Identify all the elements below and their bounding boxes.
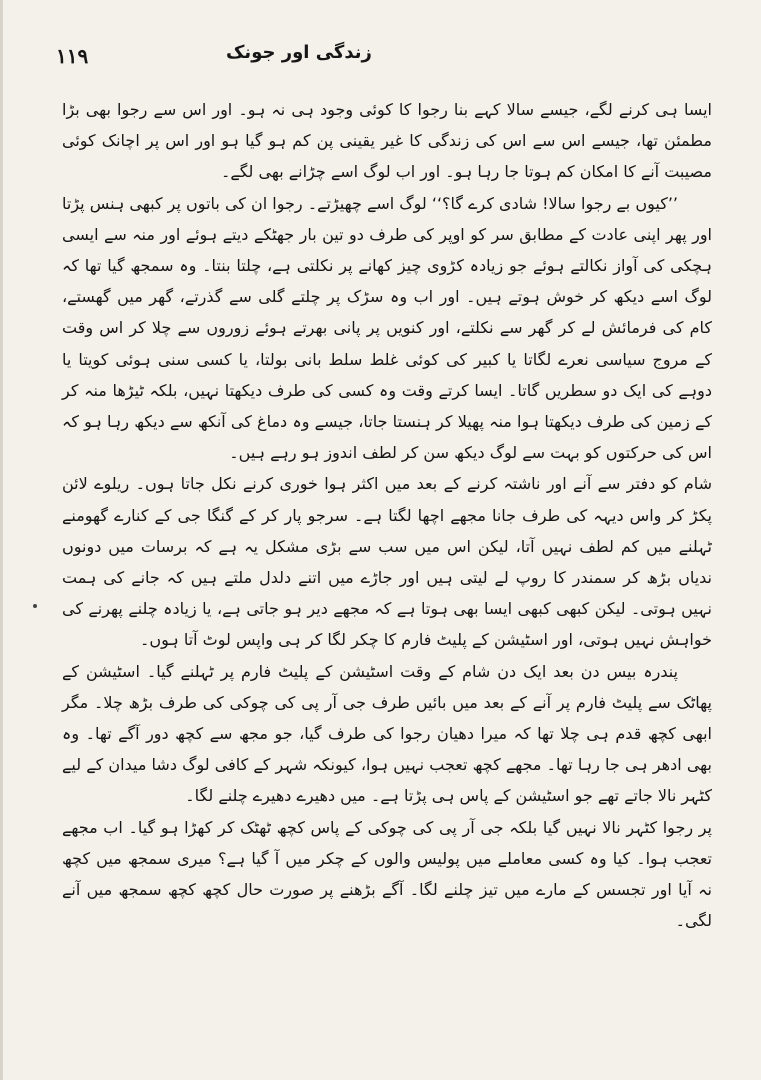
- scan-edge: [0, 0, 3, 1080]
- paragraph: پر رجوا کٹہر نالا نہیں گیا بلکہ جی آر پی کی چوکی کے پاس کچھ ٹھٹک کر کھڑا ہو گیا۔ اب مجھے تعجب ہوا۔ کیا وہ کسی معاملے میں پولیس والوں کے چکر میں آ گیا ہے؟ میری سمجھ میں کچھ نہ آیا اور تجسس کے مارے میں تیز چلنے لگا۔ آگے بڑھنے پر صورت حال کچھ کچھ سمجھ میں آنے لگی۔: [62, 817, 712, 931]
- paragraph: ’’کیوں بے رجوا سالا! شادی کرے گا؟‘‘ لوگ اسے چھیڑتے۔ رجوا ان کی باتوں پر کبھی ہنس پڑتا اور پھر اپنی عادت کے مطابق سر کو اوپر کی طرف دو تین بار جھٹکے دیتے ہوئے اور منہ سے ایسی ہچکی کی آواز نکالتے ہوئے جو زیادہ کڑوی چیز کھانے پر نکلتی ہے، چلتا بنتا۔ وہ سمجھ گیا تھا کہ لوگ اسے دیکھ کر خوش ہوتے ہیں۔ اور اب وہ سڑک پر چلتے گلی سے گذرتے، گھر میں گھستے، کام کی فرمائش لے کر گھر سے نکلتے، اور کنویں پر پانی بھرتے ہوئے زوروں سے چلا کر اس وقت کے مروج سیاسی نعرے لگاتا یا کبیر کی کوئی غلط سلط بانی بولتا، یا کسی سنی ہوئی کویتا یا دوہے کی ایک دو سطریں گاتا۔ ایسا کرتے وقت وہ کسی کی طرف دیکھتا نہیں، بلکہ ٹیڑھا منہ کر کے زمین کی طرف دیکھتا ہوا منہ پھیلا کر ہنستا جاتا، جیسے وہ دماغ کی آنکھ سے دیکھ رہا ہو کہ اس کی حرکتوں کو بہت سے لوگ دیکھ سن کر لطف اندوز ہو رہے ہیں۔: [62, 193, 712, 463]
- running-title: زندگی اور جونک: [226, 42, 372, 63]
- margin-mark: [33, 604, 37, 608]
- page-header: [56, 40, 709, 72]
- paragraph: ایسا ہی کرنے لگے، جیسے سالا کہے بنا رجوا کا کوئی وجود ہی نہ ہو۔ اور اس سے رجوا بھی بڑا مطمئن تھا، جیسے اس سے اس کی زندگی کا غیر یقینی پن کم ہو گیا ہو اور اس پر اچانک کوئی مصیبت آنے کا امکان کم ہوتا جا رہا ہو۔ اور اب لوگ اسے چڑانے بھی لگے۔: [62, 100, 712, 182]
- paragraph: پندرہ بیس دن بعد ایک دن شام کے وقت اسٹیشن کے پلیٹ فارم پر ٹہلنے گیا۔ اسٹیشن کے پھاٹک سے پلیٹ فارم پر آنے کے بعد میں بائیں طرف جی آر پی کی چوکی کی طرف بڑھ چلا۔ مگر ابھی کچھ قدم ہی چلا تھا کہ میرا دھیان رجوا کی طرف گیا، جو مجھ سے کچھ دور آگے تھا۔ وہ بھی ادھر ہی جا رہا تھا۔ مجھے کچھ تعجب نہیں ہوا، کیونکہ شہر کے کافی لوگ دشا میدان کے لیے کٹہر نالا جاتے تھے جو اسٹیشن کے پاس ہی پڑتا ہے۔ میں دھیرے دھیرے چلنے لگا۔: [62, 661, 712, 806]
- body-text: [62, 94, 712, 936]
- paragraph: شام کو دفتر سے آنے اور ناشتہ کرنے کے بعد میں اکثر ہوا خوری کرنے نکل جاتا ہوں۔ ریلوے لائن پکڑ کر واس دیہہ کی طرف جانا مجھے اچھا لگتا ہے۔ سرجو پار کر کے گنگا جی کے کنارے گھومنے ٹہلنے میں کم لطف نہیں آتا، لیکن اس میں سب سے بڑی مشکل یہ ہے کہ برسات میں دونوں ندیاں بڑھ کر سمندر کا روپ لے لیتی ہیں اور جاڑے میں اتنے دلدل ملتے ہیں کہ جانے کی ہمت نہیں ہوتی۔ لیکن کبھی کبھی ایسا بھی ہوتا ہے کہ مجھے دیر ہو جاتی ہے، یا زیادہ چلنے پھرنے کی خواہش نہیں ہوتی، اور اسٹیشن کے پلیٹ فارم کا چکر لگا کر ہی واپس لوٹ آتا ہوں۔: [62, 474, 712, 650]
- page-number: ۱۱۹: [56, 44, 89, 68]
